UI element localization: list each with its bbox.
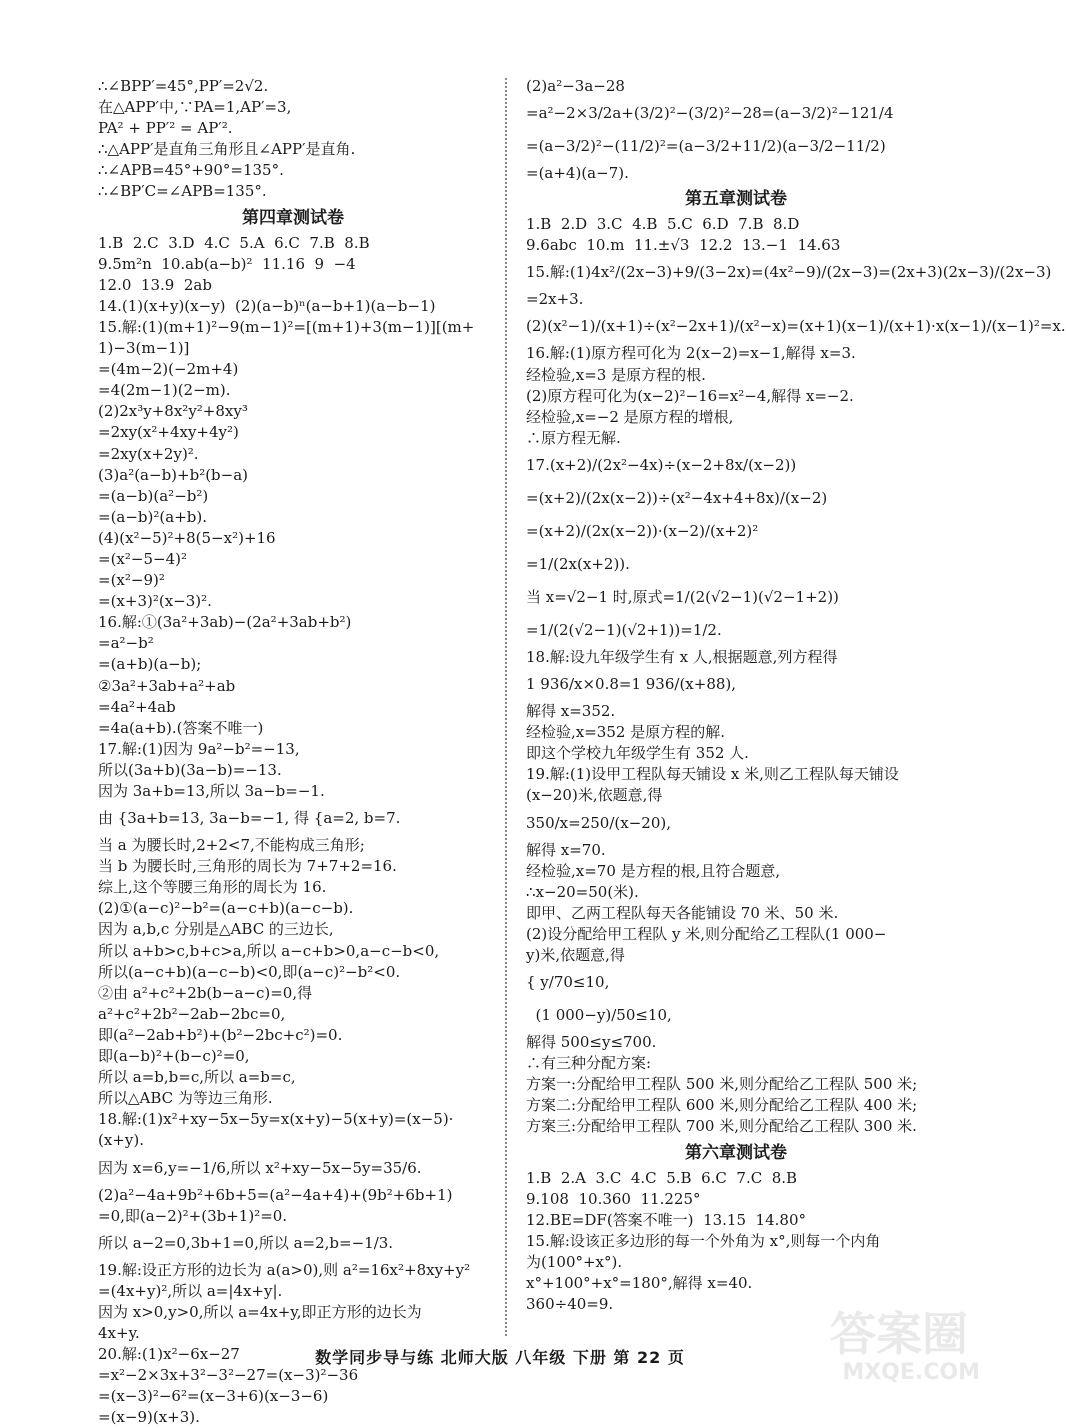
answer-line: 12.BE=DF(答案不唯一) 13.15 14.80° bbox=[526, 1210, 806, 1229]
answer-line: 因为 3a+b=13,所以 3a−b=−1. bbox=[98, 782, 325, 800]
answer-line: =a²−b² bbox=[98, 634, 154, 653]
answer-line: 解得 500≤y≤700. bbox=[526, 1033, 657, 1052]
answer-line: 1.B 2.A 3.C 4.C 5.B 6.C 7.C 8.B bbox=[526, 1168, 798, 1187]
answer-line: (1 000−y)/50≤10, bbox=[526, 1006, 672, 1025]
answer-line: 17.解:(1)因为 9a²−b²=−13, bbox=[98, 739, 300, 758]
answer-line: =(x+3)²(x−3)². bbox=[98, 592, 212, 611]
answer-line: =a²−2×3/2a+(3/2)²−(3/2)²−28=(a−3/2)²−121/4 bbox=[526, 104, 894, 123]
answer-line: ∴∠BP′C=∠APB=135°. bbox=[98, 182, 267, 201]
answer-line: =(x+2)/(2x(x−2))·(x−2)/(x+2)² bbox=[526, 521, 759, 540]
answer-line: 经检验,x=3 是原方程的根. bbox=[526, 365, 706, 384]
answer-line: =(4m−2)(−2m+4) bbox=[98, 360, 239, 379]
answer-line: (3)a²(a−b)+b²(b−a) bbox=[98, 465, 249, 484]
answer-line: 因为 a,b,c 分别是△ABC 的三边长, bbox=[98, 920, 334, 939]
answer-line: 当 b 为腰长时,三角形的周长为 7+7+2=16. bbox=[98, 857, 397, 876]
answer-line: =1/(2(√2−1)(√2+1))=1/2. bbox=[526, 620, 722, 639]
answer-line: ∴△APP′是直角三角形且∠APP′是直角. bbox=[98, 140, 356, 159]
answer-line: 方案一:分配给甲工程队 500 米,则分配给乙工程队 500 米; bbox=[526, 1075, 918, 1094]
answer-line: 18.解:(1)x²+xy−5x−5y=x(x+y)−5(x+y)=(x−5)· bbox=[98, 1110, 454, 1129]
answer-line: =(x−3)²−6²=(x−3+6)(x−3−6) bbox=[98, 1387, 329, 1406]
answer-line: 所以△ABC 为等边三角形. bbox=[98, 1089, 273, 1108]
answer-line: 由 {3a+b=13, 3a−b=−1, 得 {a=2, b=7. bbox=[98, 809, 401, 828]
answer-line: (2)a²−4a+9b²+6b+5=(a²−4a+4)+(9b²+6b+1) bbox=[98, 1185, 453, 1204]
answer-line: =(x²−9)² bbox=[98, 571, 165, 590]
answer-line: PA² + PP′² = AP′². bbox=[98, 119, 233, 138]
answer-line: (2)设分配给甲工程队 y 米,则分配给乙工程队(1 000− bbox=[526, 924, 887, 943]
answer-line: 所以 a=b,b=c,所以 a=b=c, bbox=[98, 1068, 296, 1087]
answer-line: 方案二:分配给甲工程队 600 米,则分配给乙工程队 400 米; bbox=[526, 1096, 918, 1115]
answer-line: =(x+2)/(2x(x−2))÷(x²−4x+4+8x)/(x−2) bbox=[526, 488, 828, 507]
answer-line: 所以 a+b>c,b+c>a,所以 a−c+b>0,a−c−b<0, bbox=[98, 941, 440, 960]
answer-line: 16.解:①(3a²+3ab)−(2a²+3ab+b²) bbox=[98, 613, 352, 632]
answer-line: 方案三:分配给甲工程队 700 米,则分配给乙工程队 300 米. bbox=[526, 1117, 917, 1136]
answer-line: =0,即(a−2)²+(3b+1)²=0. bbox=[98, 1206, 288, 1225]
answer-line: 19.解:(1)设甲工程队每天铺设 x 米,则乙工程队每天铺设 bbox=[526, 765, 899, 784]
answer-line: ②由 a²+c²+2b(b−a−c)=0,得 bbox=[98, 983, 313, 1002]
answer-line: =(a−b)(a²−b²) bbox=[98, 486, 209, 505]
answer-line: 360÷40=9. bbox=[526, 1295, 614, 1314]
answer-line: (2)原方程可化为(x−2)²−16=x²−4,解得 x=−2. bbox=[526, 386, 854, 405]
answer-line: (2)(x²−1)/(x+1)÷(x²−2x+1)/(x²−x)=(x+1)(x−1)/(x+1)·x(x−1)/(x−1)²=x. bbox=[526, 317, 1066, 336]
section-heading: 第五章测试卷 bbox=[685, 189, 787, 210]
answer-line: 解得 x=70. bbox=[526, 840, 606, 859]
answer-line: 综上,这个等腰三角形的周长为 16. bbox=[98, 878, 327, 897]
answer-line: 即这个学校九年级学生有 352 人. bbox=[526, 744, 749, 763]
answer-line: =2xy(x²+4xy+4y²) bbox=[98, 423, 239, 442]
section-heading: 第四章测试卷 bbox=[242, 207, 344, 228]
column-divider bbox=[505, 78, 507, 1336]
answer-line: ∴∠APB=45°+90°=135°. bbox=[98, 161, 284, 180]
answer-line: 1.B 2.D 3.C 4.B 5.C 6.D 7.B 8.D bbox=[526, 215, 800, 234]
answer-line: =4a²+4ab bbox=[98, 697, 176, 716]
answer-line: =(4x+y)²,所以 a=|4x+y|. bbox=[98, 1281, 283, 1300]
answer-line: 17.(x+2)/(2x²−4x)÷(x−2+8x/(x−2)) bbox=[526, 455, 797, 474]
answer-line: =(a−b)²(a+b). bbox=[98, 507, 207, 526]
answer-line: 1)−3(m−1)] bbox=[98, 339, 190, 358]
answer-line: 1 936/x×0.8=1 936/(x+88), bbox=[526, 675, 737, 694]
answer-line: { y/70≤10, bbox=[526, 973, 610, 992]
answer-line: 当 x=√2−1 时,原式=1/(2(√2−1)(√2−1+2)) bbox=[526, 587, 839, 606]
watermark-text: 答案圈 bbox=[830, 1307, 968, 1361]
answer-line: 4x+y. bbox=[98, 1323, 140, 1342]
answer-line: =4(2m−1)(2−m). bbox=[98, 381, 231, 400]
section-heading: 第六章测试卷 bbox=[685, 1142, 787, 1163]
answer-line: 经检验,x=70 是方程的根,且符合题意, bbox=[526, 861, 781, 880]
answer-line: (x−20)米,依题意,得 bbox=[526, 786, 663, 805]
answer-line: 即(a²−2ab+b²)+(b²−2bc+c²)=0. bbox=[98, 1025, 343, 1044]
left-column bbox=[98, 76, 488, 1428]
answer-line: 解得 x=352. bbox=[526, 702, 616, 721]
answer-line: 即(a−b)²+(b−c)²=0, bbox=[98, 1047, 250, 1066]
answer-line: =(x²−5−4)² bbox=[98, 549, 187, 568]
answer-line: =(x−9)(x+3). bbox=[98, 1408, 200, 1427]
answer-line: ②3a²+3ab+a²+ab bbox=[98, 676, 236, 695]
answer-line: =2x+3. bbox=[526, 290, 584, 309]
answer-line: 为(100°+x°). bbox=[526, 1252, 623, 1271]
answer-line: =x²−2×3x+3²−3²−27=(x−3)²−36 bbox=[98, 1366, 359, 1385]
answer-line: ∴原方程无解. bbox=[526, 428, 621, 447]
answer-line: 15.解:(1)(m+1)²−9(m−1)²=[(m+1)+3(m−1)][(m+ bbox=[98, 317, 475, 336]
answer-line: 1.B 2.C 3.D 4.C 5.A 6.C 7.B 8.B bbox=[98, 233, 370, 252]
answer-line: 9.108 10.360 11.225° bbox=[526, 1189, 701, 1208]
answer-line: 9.6abc 10.m 11.±√3 12.2 13.−1 14.63 bbox=[526, 236, 841, 255]
answer-line: ∴∠BPP′=45°,PP′=2√2. bbox=[98, 77, 269, 95]
answer-line: (2)a²−3a−28 bbox=[526, 77, 625, 95]
answer-line: 经检验,x=352 是原方程的解. bbox=[526, 723, 725, 742]
answer-line: 350/x=250/(x−20), bbox=[526, 813, 671, 832]
answer-line: x°+100°+x°=180°,解得 x=40. bbox=[526, 1274, 753, 1292]
answer-line: ∴有三种分配方案: bbox=[526, 1054, 652, 1073]
answer-line: ∴x−20=50(米). bbox=[526, 882, 639, 901]
answer-line: 18.解:设九年级学生有 x 人,根据题意,列方程得 bbox=[526, 647, 838, 666]
answer-line: 所以(a−c+b)(a−c−b)<0,即(a−c)²−b²<0. bbox=[98, 962, 401, 981]
answer-line: 经检验,x=−2 是原方程的增根, bbox=[526, 407, 734, 426]
answer-line: 因为 x=6,y=−1/6,所以 x²+xy−5x−5y=35/6. bbox=[98, 1158, 422, 1177]
answer-line: =4a(a+b).(答案不唯一) bbox=[98, 718, 264, 737]
answer-line: 9.5m²n 10.ab(a−b)² 11.16 9 −4 bbox=[98, 254, 356, 273]
answer-line: 15.解:设该正多边形的每一个外角为 x°,则每一个内角 bbox=[526, 1231, 881, 1250]
answer-line: 19.解:设正方形的边长为 a(a>0),则 a²=16x²+8xy+y² bbox=[98, 1260, 471, 1279]
answer-line: 即甲、乙两工程队每天各能铺设 70 米、50 米. bbox=[526, 903, 839, 922]
answer-line: (2)①(a−c)²−b²=(a−c+b)(a−c−b). bbox=[98, 899, 354, 918]
answer-line: =(a+4)(a−7). bbox=[526, 164, 629, 183]
answer-line: y)米,依题意,得 bbox=[526, 945, 625, 964]
answer-line: 在△APP′中,∵PA=1,AP′=3, bbox=[98, 98, 292, 117]
answer-line: =(a−3/2)²−(11/2)²=(a−3/2+11/2)(a−3/2−11/2) bbox=[526, 137, 886, 156]
page-footer: 数学同步导与练 北师大版 八年级 下册 第 22 页 bbox=[315, 1348, 685, 1367]
answer-line: (4)(x²−5)²+8(5−x²)+16 bbox=[98, 528, 276, 547]
answer-line: 20.解:(1)x²−6x−27 bbox=[98, 1345, 240, 1364]
answer-line: (x+y). bbox=[98, 1131, 144, 1150]
answer-line: =2xy(x+2y)². bbox=[98, 444, 199, 463]
right-column bbox=[526, 76, 1066, 1315]
watermark-url: MXQE.COM bbox=[842, 1360, 980, 1385]
answer-line: 所以 a−2=0,3b+1=0,所以 a=2,b=−1/3. bbox=[98, 1233, 394, 1252]
watermark-logo bbox=[830, 1308, 980, 1388]
answer-line: 12.0 13.9 2ab bbox=[98, 275, 212, 294]
answer-line: 15.解:(1)4x²/(2x−3)+9/(3−2x)=(4x²−9)/(2x−3)=(2x+3)(2x−3)/(2x−3) bbox=[526, 263, 1052, 282]
answer-line: 所以(3a+b)(3a−b)=−13. bbox=[98, 760, 282, 779]
answer-line: 当 a 为腰长时,2+2<7,不能构成三角形; bbox=[98, 836, 365, 855]
answer-line: 14.(1)(x+y)(x−y) (2)(a−b)ⁿ(a−b+1)(a−b−1) bbox=[98, 296, 436, 315]
answer-line: 16.解:(1)原方程可化为 2(x−2)=x−1,解得 x=3. bbox=[526, 344, 856, 363]
answer-line: a²+c²+2b²−2ab−2bc=0, bbox=[98, 1004, 286, 1023]
answer-line: (2)2x³y+8x²y²+8xy³ bbox=[98, 402, 248, 421]
answer-line: =1/(2x(x+2)). bbox=[526, 554, 630, 573]
answer-line: 因为 x>0,y>0,所以 a=4x+y,即正方形的边长为 bbox=[98, 1302, 422, 1321]
answer-line: =(a+b)(a−b); bbox=[98, 655, 202, 674]
